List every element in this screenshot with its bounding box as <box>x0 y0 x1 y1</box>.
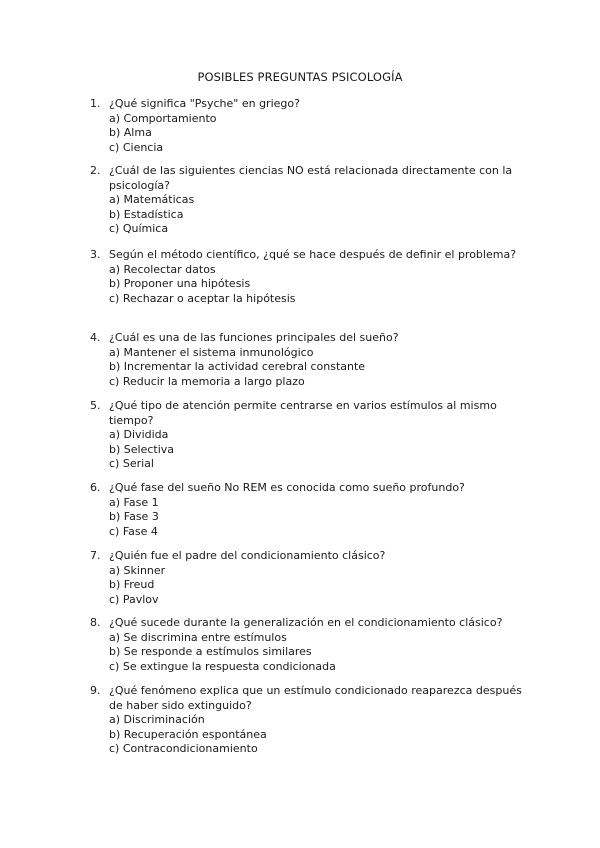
option-c: c) Rechazar o aceptar la hipótesis <box>109 291 296 305</box>
question-text: Según el método científico, ¿qué se hace después de definir el problema? <box>109 248 517 261</box>
question-text: ¿Qué tipo de atención permite centrarse en varios estímulos al mismo tiempo? <box>109 399 497 427</box>
option-b: b) Fase 3 <box>109 510 159 523</box>
question-text: ¿Qué fenómeno explica que un estímulo condicionado reaparezca después de haber sido extinguido? <box>109 684 522 712</box>
option-b: b) Estadística <box>109 207 184 221</box>
question-number: 7. <box>90 549 101 562</box>
option-b: b) Recuperación espontánea <box>109 727 267 741</box>
option-a: a) Dividida <box>109 428 169 441</box>
option-b: b) Selectiva <box>109 442 175 456</box>
option-a: a) Se discrimina entre estímulos <box>109 630 287 644</box>
option-c: c) Pavlov <box>109 592 159 606</box>
question-text: ¿Cuál de las siguientes ciencias NO está relacionada directamente con la psicología? <box>109 164 513 192</box>
question-text: ¿Qué sucede durante la generalización en el condicionamiento clásico? <box>109 616 503 629</box>
question-number: 9. <box>90 684 101 697</box>
option-c: c) Serial <box>109 457 154 470</box>
question-number: 5. <box>90 399 101 412</box>
question-number: 6. <box>90 481 101 494</box>
question-text: ¿Quién fue el padre del condicionamiento clásico? <box>109 549 386 562</box>
option-c: c) Se extingue la respuesta condicionada <box>109 659 336 673</box>
question-number: 2. <box>90 164 101 177</box>
option-c: c) Contracondicionamiento <box>109 742 258 755</box>
option-a: a) Discriminación <box>109 713 205 726</box>
option-a: a) Comportamiento <box>109 111 217 125</box>
question-number: 1. <box>90 97 101 110</box>
option-c: c) Fase 4 <box>109 524 158 538</box>
option-b: b) Alma <box>109 126 152 139</box>
option-c: c) Química <box>109 222 169 235</box>
option-c: c) Reducir la memoria a largo plazo <box>109 374 305 388</box>
option-a: a) Matemáticas <box>109 193 195 206</box>
option-a: a) Skinner <box>109 563 166 577</box>
question-number: 8. <box>90 616 101 629</box>
question-text: ¿Cuál es una de las funciones principales del sueño? <box>109 331 399 344</box>
option-b: b) Incrementar la actividad cerebral constante <box>109 360 366 373</box>
question-text: ¿Qué significa "Psyche" en griego? <box>109 97 300 110</box>
option-a: a) Fase 1 <box>109 495 159 509</box>
option-b: b) Se responde a estímulos similares <box>109 645 312 658</box>
question-number: 3. <box>90 248 101 261</box>
page-title: POSIBLES PREGUNTAS PSICOLOGÍA <box>197 70 403 84</box>
option-c: c) Ciencia <box>109 140 164 154</box>
option-a: a) Mantener el sistema inmunológico <box>109 345 314 359</box>
question-text: ¿Qué fase del sueño No REM es conocida como sueño profundo? <box>109 481 465 494</box>
question-number: 4. <box>90 331 101 344</box>
option-a: a) Recolectar datos <box>109 262 216 276</box>
option-b: b) Freud <box>109 578 155 591</box>
option-b: b) Proponer una hipótesis <box>109 277 251 290</box>
